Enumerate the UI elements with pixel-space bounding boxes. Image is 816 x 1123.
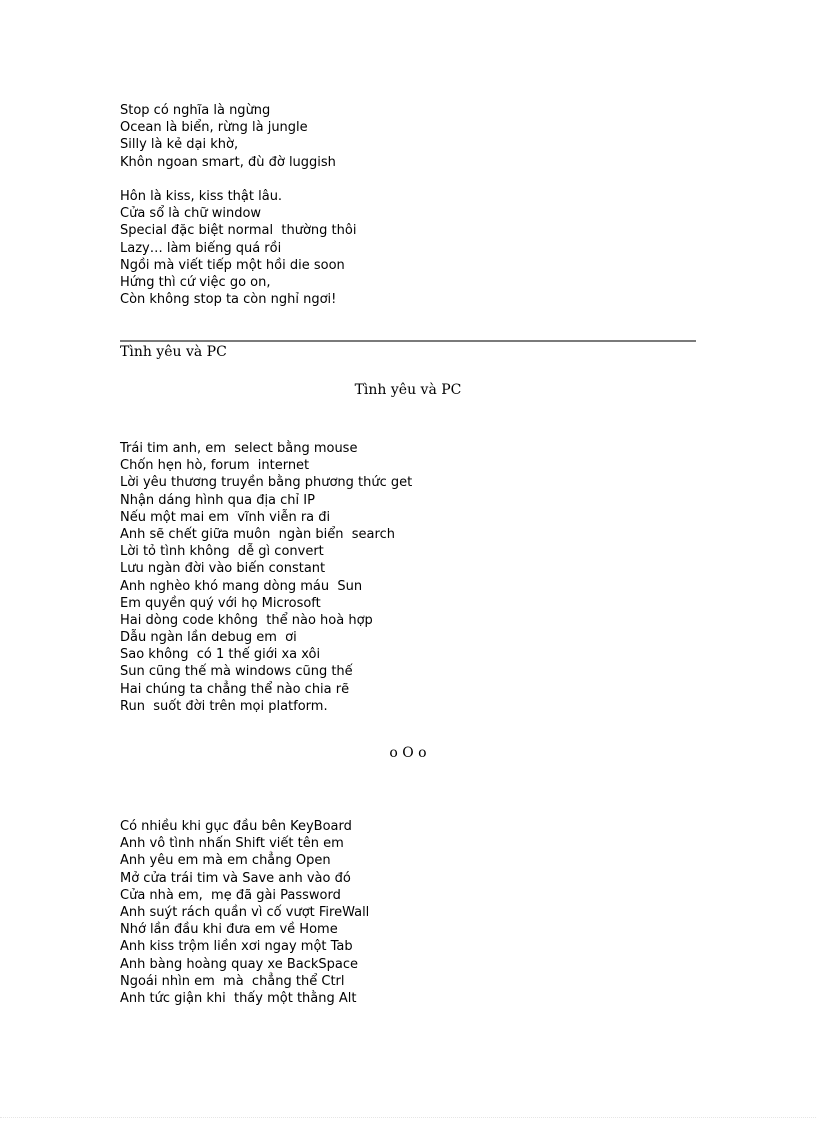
- poem-stanza-2: [120, 188, 356, 308]
- poem-line: Anh tức giận khi thấy một thằng Alt: [120, 990, 357, 1006]
- poem-line: Trái tim anh, em select bằng mouse: [120, 441, 358, 456]
- poem-line: Dẫu ngàn lần debug em ơi: [120, 630, 297, 646]
- poem-line: Anh kiss trộm liền xơi ngay một Tab: [120, 939, 353, 955]
- poem-line: Lazy… làm biếng quá rồi: [120, 240, 282, 256]
- poem-line: Lời tỏ tình không dễ gì convert: [120, 544, 324, 560]
- poem-line: Khôn ngoan smart, đù đờ luggish: [120, 154, 336, 170]
- poem-line: Hứng thì cứ việc go on,: [120, 274, 271, 290]
- page-bottom-border: [0, 1117, 816, 1118]
- poem-line: Lưu ngàn đời vào biến constant: [120, 561, 326, 577]
- poem-title: Tình yêu và PC: [354, 382, 462, 398]
- poem-body-1: [120, 440, 412, 715]
- poem-line: Ngồi mà viết tiếp một hồi die soon: [120, 257, 345, 273]
- poem-line: Silly là kẻ dại khờ,: [120, 137, 239, 153]
- poem-line: Có nhiều khi gục đầu bên KeyBoard: [120, 819, 352, 834]
- poem-body-2: [120, 818, 369, 1007]
- poem-line: Sun cũng thế mà windows cũng thế: [120, 664, 353, 680]
- poem-line: Em quyền quý với họ Microsoft: [120, 595, 321, 611]
- poem-line: Cửa sổ là chữ window: [120, 206, 262, 222]
- poem-line: Ngoái nhìn em mà chẳng thể Ctrl: [120, 973, 345, 989]
- poem-line: Hôn là kiss, kiss thật lâu.: [120, 189, 283, 204]
- poem-line: Special đặc biệt normal thường thôi: [120, 223, 357, 239]
- poem-line: Anh yêu em mà em chẳng Open: [120, 853, 331, 869]
- poem-line: Hai dòng code không thể nào hoà hợp: [120, 612, 373, 628]
- poem-line: Lời yêu thương truyền bằng phương thức get: [120, 475, 413, 491]
- poem-line: Anh suýt rách quần vì cố vượt FireWall: [120, 904, 370, 920]
- poem-line: Nhận dáng hình qua địa chỉ IP: [120, 492, 315, 508]
- poem-line: Anh bàng hoàng quay xe BackSpace: [120, 956, 359, 972]
- section-divider: o O o: [389, 745, 427, 761]
- poem-line: Stop có nghĩa là ngừng: [120, 103, 271, 118]
- poem-line: Anh vô tình nhấn Shift viết tên em: [120, 836, 344, 852]
- poem-line: Anh sẽ chết giữa muôn ngàn biển search: [120, 526, 395, 542]
- poem-line: Run suốt đời trên mọi platform.: [120, 698, 328, 714]
- horizontal-rule: [120, 340, 696, 342]
- poem-line: Ocean là biển, rừng là jungle: [120, 120, 308, 136]
- poem-line: Chốn hẹn hò, forum internet: [120, 458, 310, 474]
- poem-line: Anh nghèo khó mang dòng máu Sun: [120, 578, 363, 594]
- poem-line: Sao không có 1 thế giới xa xôi: [120, 647, 321, 663]
- poem-stanza-1: [120, 102, 336, 171]
- poem-line: Nhớ lần đầu khi đưa em về Home: [120, 922, 338, 938]
- poem-line: Nếu một mai em vĩnh viễn ra đi: [120, 509, 331, 525]
- poem-line: Mở cửa trái tim và Save anh vào đó: [120, 870, 351, 886]
- poem-line: Cửa nhà em, mẹ đã gài Password: [120, 887, 341, 903]
- section-title: Tình yêu và PC: [120, 344, 227, 360]
- poem-line: Hai chúng ta chẳng thể nào chia rẽ: [120, 681, 350, 697]
- poem-line: Còn không stop ta còn nghỉ ngơi!: [120, 292, 337, 308]
